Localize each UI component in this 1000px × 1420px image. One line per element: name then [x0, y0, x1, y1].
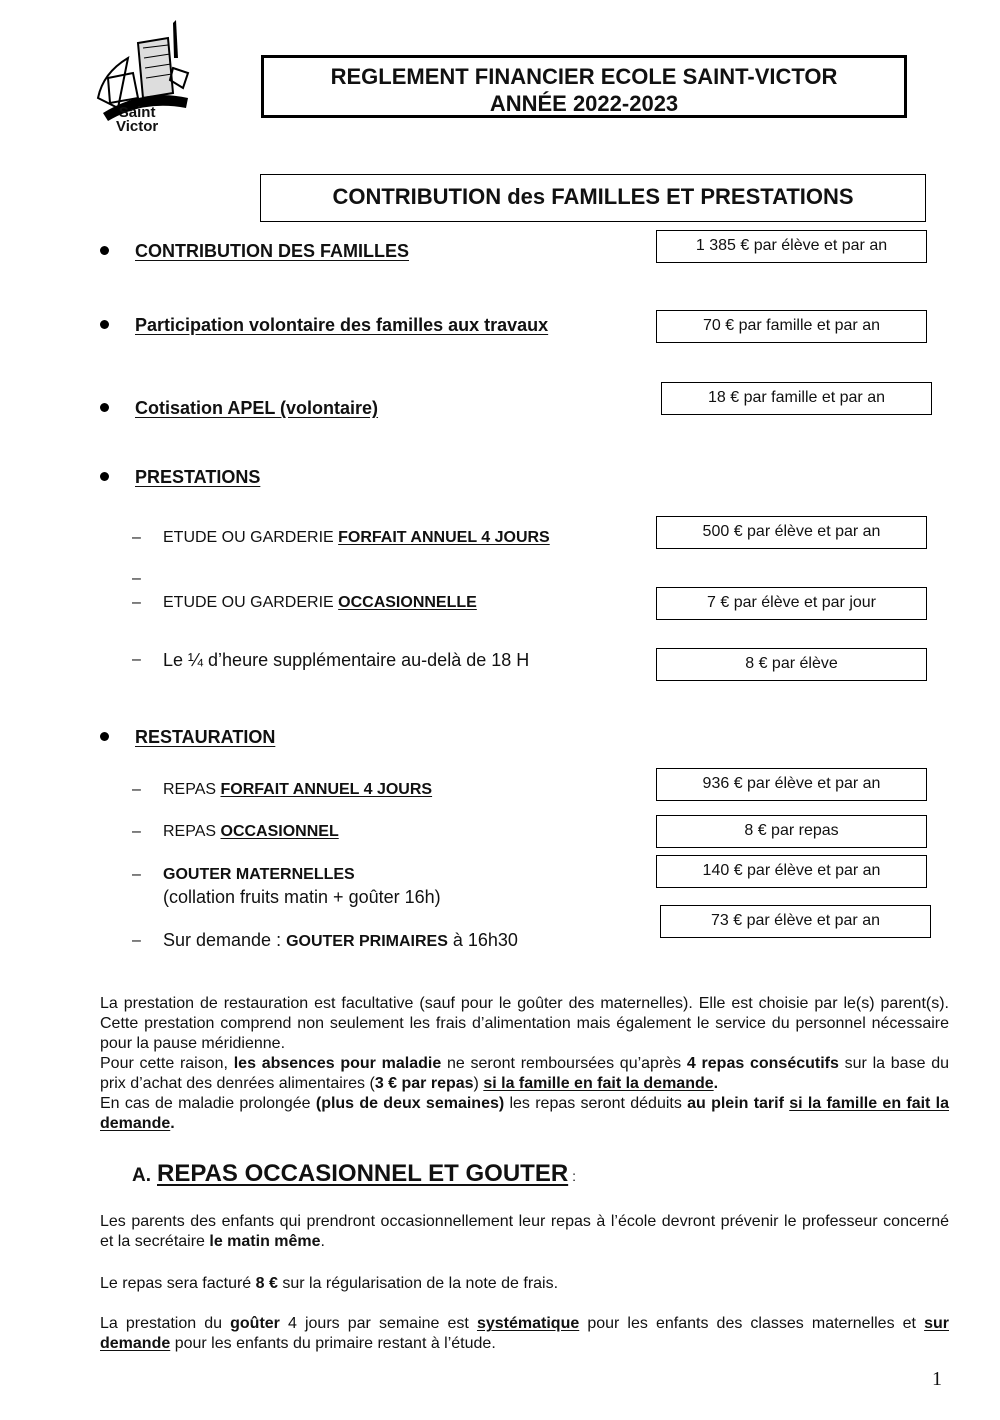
page-title-box [261, 55, 907, 118]
repas-forfait-prefix: REPAS [163, 781, 221, 798]
logo-text [116, 106, 158, 134]
text-run-bold: (plus de deux semaines) [315, 1095, 505, 1112]
etude-forfait-emph: FORFAIT ANNUEL 4 JOURS [338, 529, 550, 546]
text-run-bold: 3 € par repas [374, 1075, 474, 1092]
prestations-heading: PRESTATIONS [135, 467, 261, 487]
etude-occasionnelle-prefix: ETUDE OU GARDERIE [163, 594, 339, 611]
text-run-bold: les absences pour maladie [233, 1055, 442, 1072]
text-run: 4 jours par semaine est [279, 1315, 477, 1332]
quart-heure-price-box [656, 648, 927, 681]
repas-forfait-price: 936 € par élève et par an [702, 775, 881, 792]
etude-occasionnelle-price: 7 € par élève et par jour [707, 594, 876, 611]
text-run-bold: . [713, 1075, 719, 1092]
text-run-bold: le matin même [209, 1233, 321, 1250]
text-run-bold: . [170, 1115, 175, 1132]
gouter-paragraph [100, 1314, 949, 1354]
apel-label: Cotisation APEL (volontaire) [135, 398, 379, 418]
section-a-colon: : [572, 1168, 577, 1184]
etude-occasionnelle-emph: OCCASIONNELLE [338, 594, 477, 611]
gouter-primaires-label [163, 930, 518, 951]
section-title: CONTRIBUTION des FAMILLES ET PRESTATIONS [332, 184, 854, 209]
repas-facture-paragraph [100, 1274, 949, 1294]
gouter-maternelles-title: GOUTER MATERNELLES [163, 866, 355, 883]
text-run-bold: 8 € [255, 1275, 278, 1292]
dash-marker: – [132, 932, 141, 949]
text-run: ne seront remboursées qu’après [441, 1055, 687, 1072]
text-run: pour les enfants du primaire restant à l’étude. [170, 1335, 496, 1352]
apel-price: 18 € par famille et par an [708, 389, 885, 406]
dash-marker: – [132, 651, 141, 668]
gouter-maternelles-label [163, 866, 355, 884]
dash-marker: – [132, 594, 141, 611]
repas-occasionnel-price: 8 € par repas [744, 822, 839, 839]
gouter-maternelles-price: 140 € par élève et par an [702, 862, 881, 879]
repas-forfait-price-box [656, 768, 927, 801]
bullet-dot [100, 320, 109, 329]
bullet-dot [100, 403, 109, 412]
text-run: Le repas sera facturé [100, 1275, 256, 1292]
participation-price-box [656, 310, 927, 343]
gouter-primaires-price-box [660, 905, 931, 938]
school-logo [88, 18, 198, 146]
text-run-bold-underline: si la famille en fait la demande [100, 1095, 949, 1132]
gouter-primaires-emph: GOUTER PRIMAIRES [286, 933, 448, 950]
dash-marker: – [132, 529, 141, 546]
etude-occasionnelle-price-box [656, 587, 927, 620]
text-run: La prestation du [100, 1315, 231, 1332]
text-run: ) [473, 1075, 484, 1092]
section-a-heading [132, 1160, 576, 1188]
contribution-price: 1 385 € par élève et par an [695, 237, 888, 254]
dash-marker: – [132, 823, 141, 840]
contribution-label: CONTRIBUTION DES FAMILLES [135, 241, 409, 261]
section-a-letter: A. [132, 1165, 151, 1186]
etude-forfait-prefix: ETUDE OU GARDERIE [163, 529, 339, 546]
dash-marker: – [132, 781, 141, 798]
participation-price: 70 € par famille et par an [703, 317, 880, 334]
text-run: . [320, 1233, 325, 1250]
etude-forfait-price-box [656, 516, 927, 549]
etude-forfait-price: 500 € par élève et par an [702, 523, 881, 540]
text-run: Pour cette raison, [100, 1055, 234, 1072]
logo-text-line2: Victor [116, 118, 159, 135]
text-run: En cas de maladie prolongée [100, 1095, 316, 1112]
participation-label: Participation volontaire des familles aux travaux [135, 315, 549, 335]
paragraph1-sentence2 [100, 1054, 949, 1094]
section-a-title: REPAS OCCASIONNEL ET GOUTER [157, 1160, 569, 1187]
text-run: sur la régularisation de la note de frais. [277, 1275, 559, 1292]
repas-occasionnel-prefix: REPAS [163, 823, 221, 840]
etude-forfait-label [163, 529, 550, 547]
logo-text-line1: Saint [118, 104, 156, 121]
dash-marker: – [132, 570, 141, 587]
restauration-conditions-paragraph [100, 994, 949, 1134]
repas-occasionnel-emph: OCCASIONNEL [220, 823, 339, 840]
quart-heure-price: 8 € par élève [745, 655, 838, 672]
text-run-bold: 4 repas consécutifs [686, 1055, 839, 1072]
text-run-bold: goûter [230, 1315, 280, 1332]
page-number: 1 [932, 1368, 942, 1390]
repas-forfait-label [163, 781, 432, 799]
etude-occasionnelle-label [163, 594, 477, 612]
text-run: sur la base du prix d’achat des denrées alimentaires ( [100, 1055, 950, 1092]
repas-occasionnel-label [163, 823, 339, 841]
gouter-primaires-suffix: à 16h30 [447, 930, 518, 950]
section-title-box [260, 174, 926, 222]
apel-price-box [661, 382, 932, 415]
dash-marker: – [132, 866, 141, 883]
restauration-heading: RESTAURATION [135, 727, 276, 747]
gouter-primaires-prefix: Sur demande : [163, 930, 287, 950]
contribution-price-box [656, 230, 927, 263]
gouter-primaires-price: 73 € par élève et par an [710, 912, 880, 929]
repas-occasionnel-paragraph [100, 1212, 949, 1252]
text-run: pour les enfants des classes maternelles et [579, 1315, 925, 1332]
repas-forfait-emph: FORFAIT ANNUEL 4 JOURS [220, 781, 433, 798]
page-title: REGLEMENT FINANCIER ECOLE SAINT-VICTOR [330, 64, 838, 89]
bullet-dot [100, 246, 109, 255]
text-run: les repas seront déduits [504, 1095, 688, 1112]
paragraph1-sentence1: La prestation de restauration est facultative (sauf pour le goûter des maternelles). Elle est choisie par le(s) parent(s). Cette prestation comprend non seulement les frais d’alimentation mais également le service du personnel nécessaire pour la pause méridienne. [100, 995, 949, 1052]
text-run: Les parents des enfants qui prendront occasionnellement leur repas à l’école devront prévenir le professeur concerné et la secrétaire [100, 1213, 949, 1250]
bullet-dot [100, 472, 109, 481]
text-run-bold-underline: si la famille en fait la demande [483, 1075, 714, 1092]
paragraph1-sentence3 [100, 1094, 949, 1134]
text-run-bold-underline: sur demande [100, 1315, 949, 1352]
text-run-bold-underline: systématique [476, 1315, 580, 1332]
text-run-bold: au plein tarif [687, 1095, 784, 1112]
quart-heure-label: Le ¼ d’heure supplémentaire au-delà de 18 H [163, 650, 530, 670]
gouter-maternelles-price-box [656, 855, 927, 888]
bullet-dot [100, 732, 109, 741]
page-subtitle-year: ANNÉE 2022-2023 [489, 91, 679, 116]
repas-occasionnel-price-box [656, 815, 927, 848]
gouter-maternelles-detail: (collation fruits matin + goûter 16h) [163, 887, 441, 907]
